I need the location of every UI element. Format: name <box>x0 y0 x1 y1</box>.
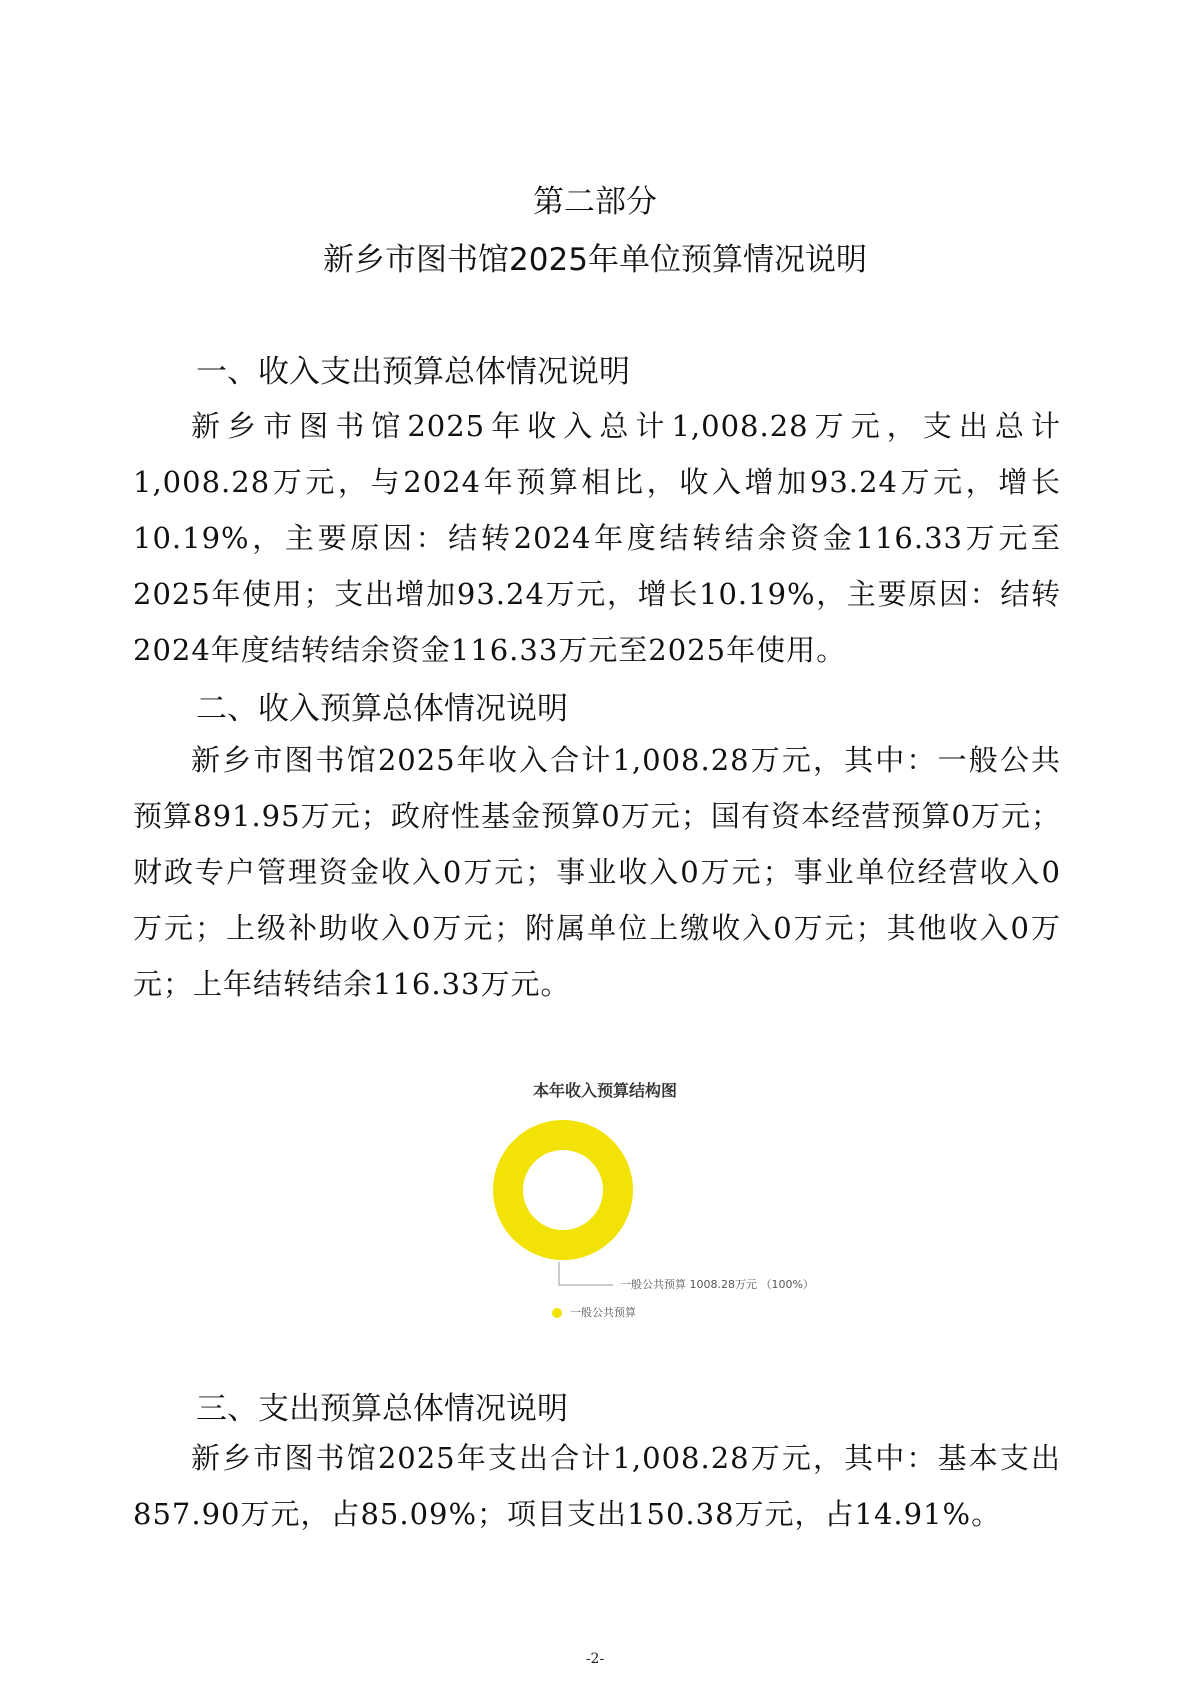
chart-legend <box>552 1306 636 1320</box>
section-body-1: 新乡市图书馆2025年收入总计1,008.28万元，支出总计1,008.28万元，与2024年预算相比，收入增加93.24万元，增长10.19%，主要原因：结转2024年度结转结余资金116.33万元至2025年使用；支出增加93.24万元，增长10.19%，主要原因：结转2024年度结转结余资金116.33万元至2025年使用。 <box>133 409 1061 667</box>
donut-slices <box>508 1135 618 1245</box>
document-title: 新乡市图书馆2025年单位预算情况说明 <box>323 242 867 278</box>
legend-marker <box>552 1308 562 1318</box>
legend-label: 一般公共预算 <box>570 1306 636 1319</box>
income-structure-chart <box>480 1080 860 1350</box>
section-heading-2: 二、收入预算总体情况说明 <box>196 691 568 727</box>
section-body-3: 新乡市图书馆2025年支出合计1,008.28万元，其中：基本支出857.90万元，占85.09%；项目支出150.38万元，占14.91%。 <box>133 1441 1061 1531</box>
callout-leader-line <box>559 1262 613 1285</box>
slice-data-label: 一般公共预算 1008.28万元 （100%） <box>620 1278 814 1291</box>
section-heading-1: 一、收入支出预算总体情况说明 <box>196 354 630 390</box>
section-body-2: 新乡市图书馆2025年收入合计1,008.28万元，其中：一般公共预算891.95万元；政府性基金预算0万元；国有资本经营预算0万元；财政专户管理资金收入0万元；事业收入0万元；事业单位经营收入0万元；上级补助收入0万元；附属单位上缴收入0万元；其他收入0万元；上年结转结余116.33万元。 <box>133 743 1061 1001</box>
part-title: 第二部分 <box>533 184 657 220</box>
chart-title: 本年收入预算结构图 <box>532 1081 677 1100</box>
section-heading-3: 三、支出预算总体情况说明 <box>196 1391 568 1427</box>
donut-chart-svg <box>480 1080 860 1350</box>
page-number: -2- <box>585 1651 605 1667</box>
donut-slice-0 <box>508 1135 618 1245</box>
